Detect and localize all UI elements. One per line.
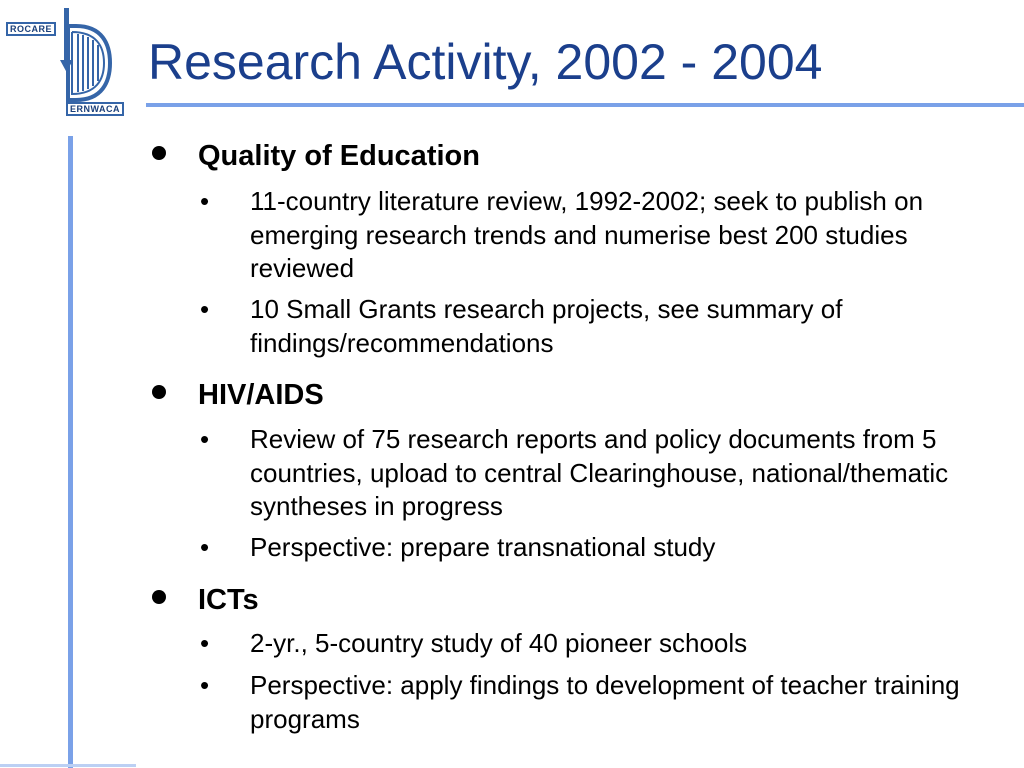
bottom-left-rule [0, 764, 136, 767]
bullet-icon: • [200, 628, 210, 658]
section-heading-text: HIV/AIDS [198, 379, 324, 411]
list-item [200, 531, 1000, 565]
filled-circle-bullet-icon [152, 590, 166, 604]
list-item [200, 423, 1000, 524]
list-item [200, 293, 1000, 360]
section-heading-text: Quality of Education [198, 140, 480, 172]
list-item [200, 627, 1000, 661]
list-item-text: 10 Small Grants research projects, see summary of findings/recommendations [250, 294, 843, 358]
title-underline-rule [146, 103, 1024, 107]
logo-label-bottom: ERNWACA [66, 102, 124, 116]
section-heading [152, 140, 480, 172]
list-item-text: Perspective: prepare transnational study [250, 532, 716, 562]
list-item-text: 2-yr., 5-country study of 40 pioneer schools [250, 628, 748, 658]
list-item-text: Review of 75 research reports and policy documents from 5 countries, upload to central Clearinghouse, national/thematic syntheses in progress [250, 424, 949, 521]
list-item [200, 185, 1000, 286]
organization-logo [6, 8, 120, 118]
list-item-text: Perspective: apply findings to development of teacher training programs [250, 670, 960, 734]
bullet-icon: • [200, 294, 210, 324]
list-item-text: 11-country literature review, 1992-2002; seek to publish on emerging research trends and numerise best 200 studies reviewed [250, 186, 924, 283]
bullet-icon: • [200, 186, 210, 216]
logo-label-top: ROCARE [6, 22, 56, 36]
section-heading-text: ICTs [198, 584, 259, 616]
bullet-icon: • [200, 424, 210, 454]
section-heading [152, 379, 324, 411]
list-item [200, 669, 1000, 736]
bullet-icon: • [200, 532, 210, 562]
bullet-icon: • [200, 670, 210, 700]
section-heading [152, 584, 259, 616]
left-vertical-rule [68, 136, 73, 768]
filled-circle-bullet-icon [152, 146, 166, 160]
slide-title: Research Activity, 2002 - 2004 [148, 34, 823, 90]
filled-circle-bullet-icon [152, 385, 166, 399]
